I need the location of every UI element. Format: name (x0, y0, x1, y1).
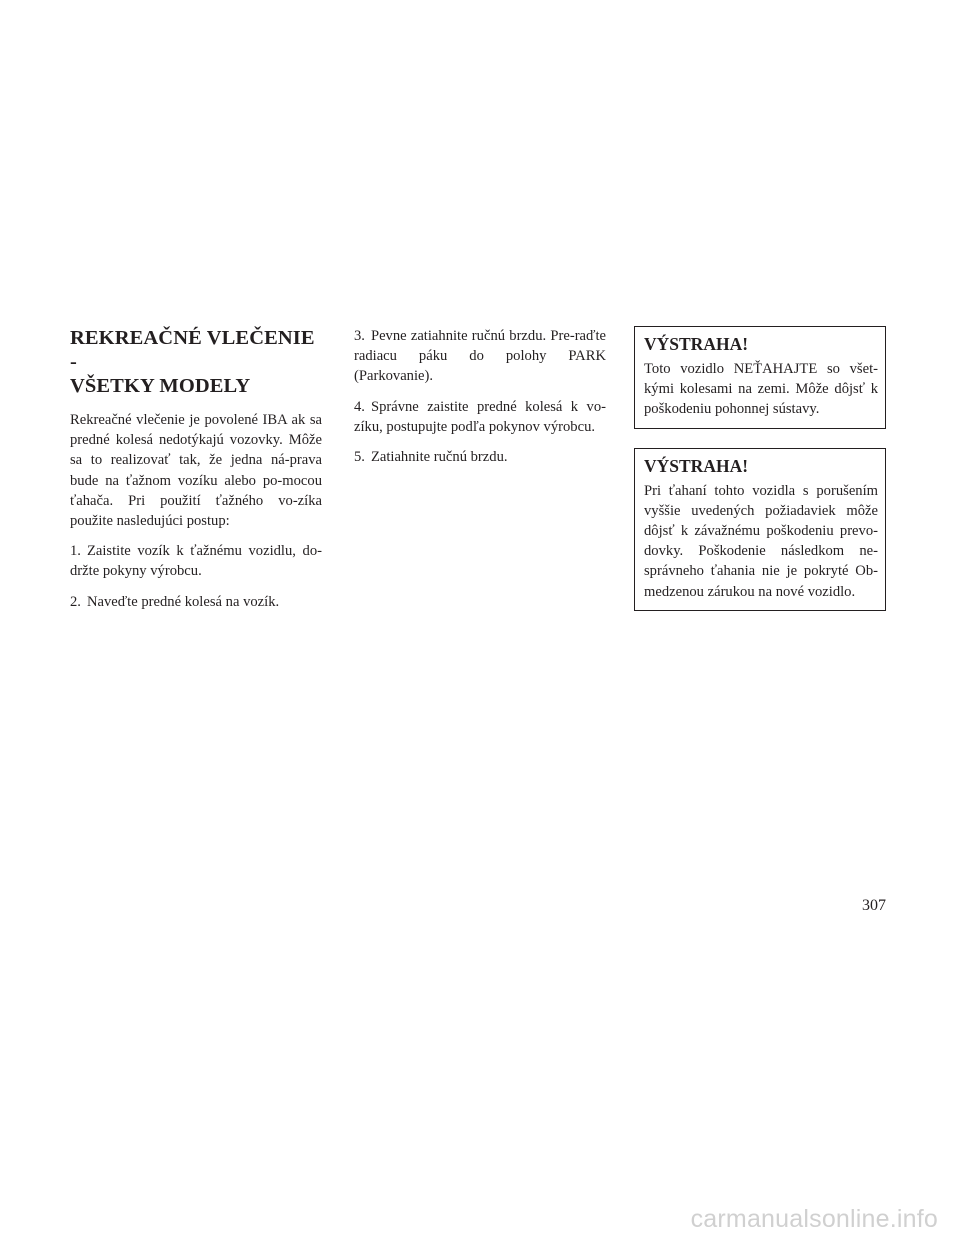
warning-title: VÝSTRAHA! (644, 455, 749, 476)
step-item-2 (70, 592, 322, 612)
section-title (70, 326, 322, 398)
watermark: carmanualsonline.info (690, 1205, 938, 1233)
warning-box-2 (634, 448, 886, 611)
step-item-1 (70, 541, 322, 581)
page-number: 307 (862, 897, 886, 914)
intro-paragraph: Rekreačné vlečenie je povolené IBA ak sa predné kolesá nedotýkajú vozovky. Môže sa to realizovať tak, že jedna ná-prava bude na ťažnom vozíku alebo po-mocou ťahača. Pri použití ťažného vo-zíka použite nasledujúci postup: (70, 412, 322, 530)
step-number: 1. (70, 543, 81, 560)
step-number: 3. (354, 328, 365, 344)
steps-list-middle (354, 326, 606, 467)
step-text: Pevne zatiahnite ručnú brzdu. Pre-raďte radiacu páku do polohy PARK (Parkovanie). (354, 328, 606, 385)
warning-text: Pri ťahaní tohto vozidla s porušením vyššie uvedených požiadaviek môže dôjsť k závažnému poškodeniu prevo-dovky. Poškodenie následkom ne-správneho ťahania nie je pokryté Ob-medzenou zárukou na nové vozidlo. (644, 482, 878, 600)
step-item-3 (354, 326, 606, 387)
steps-list-left (70, 541, 322, 612)
step-number: 5. (354, 449, 365, 466)
step-item-4 (354, 397, 606, 437)
middle-column (354, 326, 606, 477)
step-text: Zatiahnite ručnú brzdu. (370, 449, 508, 466)
step-number: 4. (354, 398, 365, 415)
step-item-5 (354, 447, 606, 467)
warning-title: VÝSTRAHA! (644, 334, 749, 354)
right-column (634, 326, 886, 630)
warning-text: Toto vozidlo NEŤAHAJTE so všet-kými kolesami na zemi. Môže dôjsť k poškodeniu pohonnej sústavy. (644, 361, 878, 418)
step-text: Zaistite vozík k ťažnému vozidlu, do-držte pokyny výrobcu. (70, 543, 322, 580)
section-title-line-2: VŠETKY MODELY (70, 375, 251, 397)
step-text: Správne zaistite predné kolesá k vo-zíku, postupujte podľa pokynov výrobcu. (354, 398, 606, 435)
step-text: Naveďte predné kolesá na vozík. (86, 593, 280, 610)
section-title-line-1: REKREAČNÉ VLEČENIE - (70, 327, 315, 373)
step-number: 2. (70, 593, 81, 610)
left-column (70, 326, 322, 622)
warning-box-1 (634, 326, 886, 429)
